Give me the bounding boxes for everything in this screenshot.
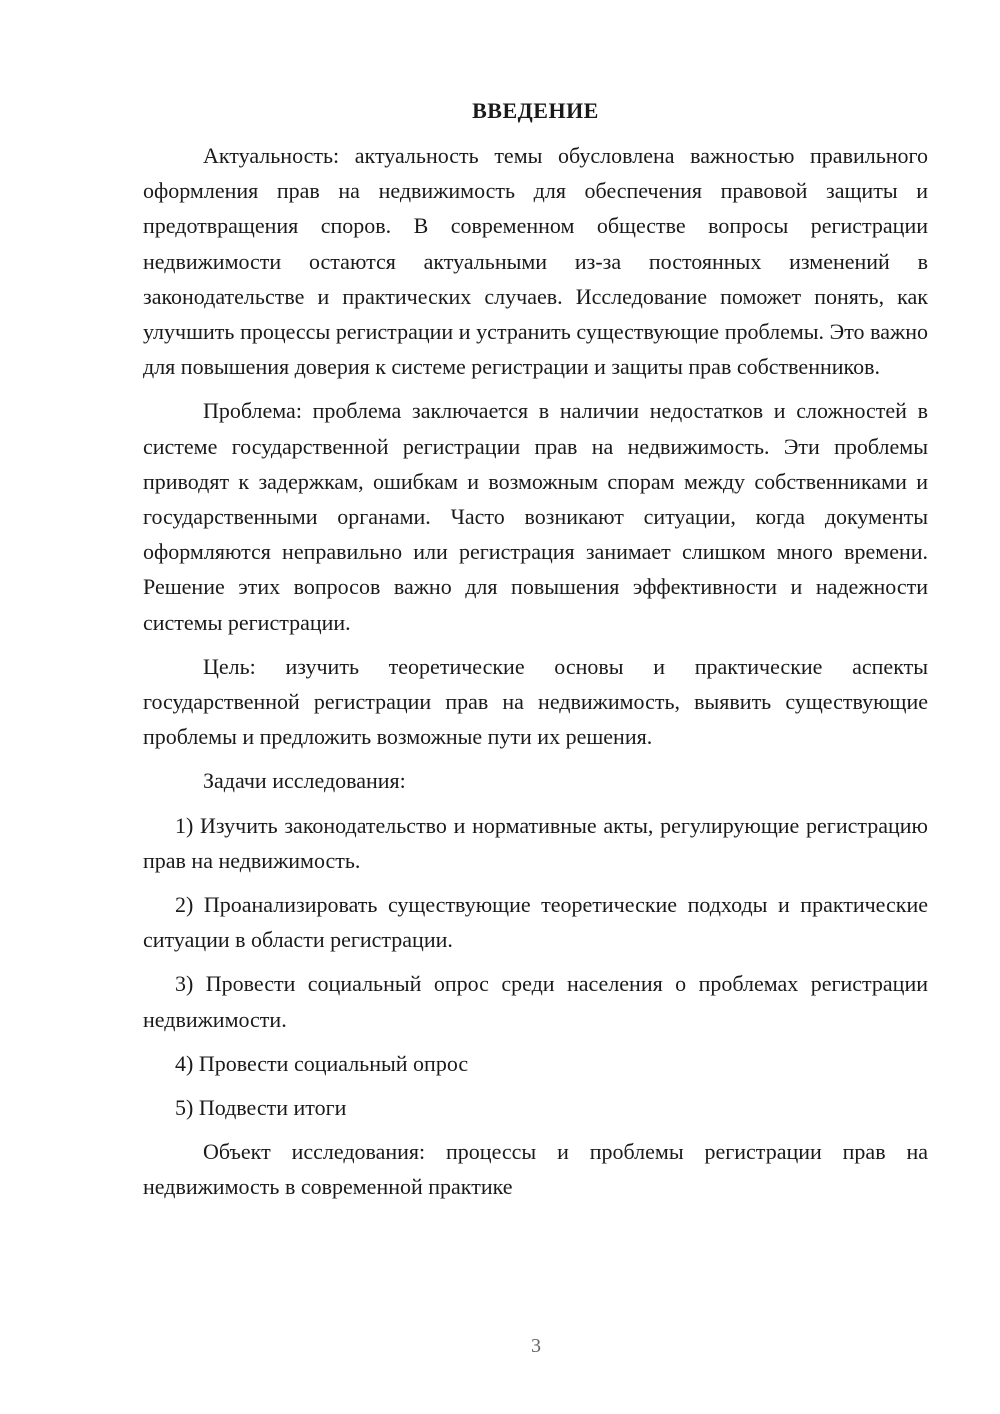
goal-paragraph: Цель: изучить теоретические основы и практические аспекты государственной регистрации прав на недвижимость, выявить существующие проблемы и предложить возможные пути их решения. (143, 653, 928, 750)
problem-paragraph: Проблема: проблема заключается в наличии недостатков и сложностей в системе государственной регистрации прав на недвижимость. Эти проблемы приводят к задержкам, ошибкам и возможным спорам между собственниками и государственными органами. Часто возникают ситуации, когда документы оформляются неправильно или регистрация занимает слишком много времени. Решение этих вопросов важно для повышения эффективности и надежности системы регистрации. (143, 398, 928, 635)
section-title: ВВЕДЕНИЕ (472, 98, 599, 123)
task-item-4: 4) Провести социальный опрос (175, 1050, 469, 1076)
page-number: 3 (531, 1335, 541, 1357)
research-object-paragraph: Объект исследования: процессы и проблемы регистрации прав на недвижимость в современной практике (143, 1139, 928, 1200)
tasks-heading: Задачи исследования: (203, 768, 406, 794)
task-item-3: 3) Провести социальный опрос среди населения о проблемах регистрации недвижимости. (143, 971, 928, 1032)
document-body (143, 96, 928, 1214)
relevance-paragraph: Актуальность: актуальность темы обусловлена важностью правильного оформления прав на недвижимость для обеспечения правовой защиты и предотвращения споров. В современном обществе вопросы регистрации недвижимости остаются актуальными из-за постоянных изменений в законодательстве и практических случаев. Исследование поможет понять, как улучшить процессы регистрации и устранить существующие проблемы. Это важно для повышения доверия к системе регистрации и защиты прав собственников. (143, 143, 928, 380)
task-item-5: 5) Подвести итоги (175, 1095, 347, 1121)
task-item-1: 1) Изучить законодательство и нормативные акты, регулирующие регистрацию прав на недвижимость. (143, 812, 928, 873)
task-item-2: 2) Проанализировать существующие теоретические подходы и практические ситуации в области регистрации. (143, 892, 928, 953)
